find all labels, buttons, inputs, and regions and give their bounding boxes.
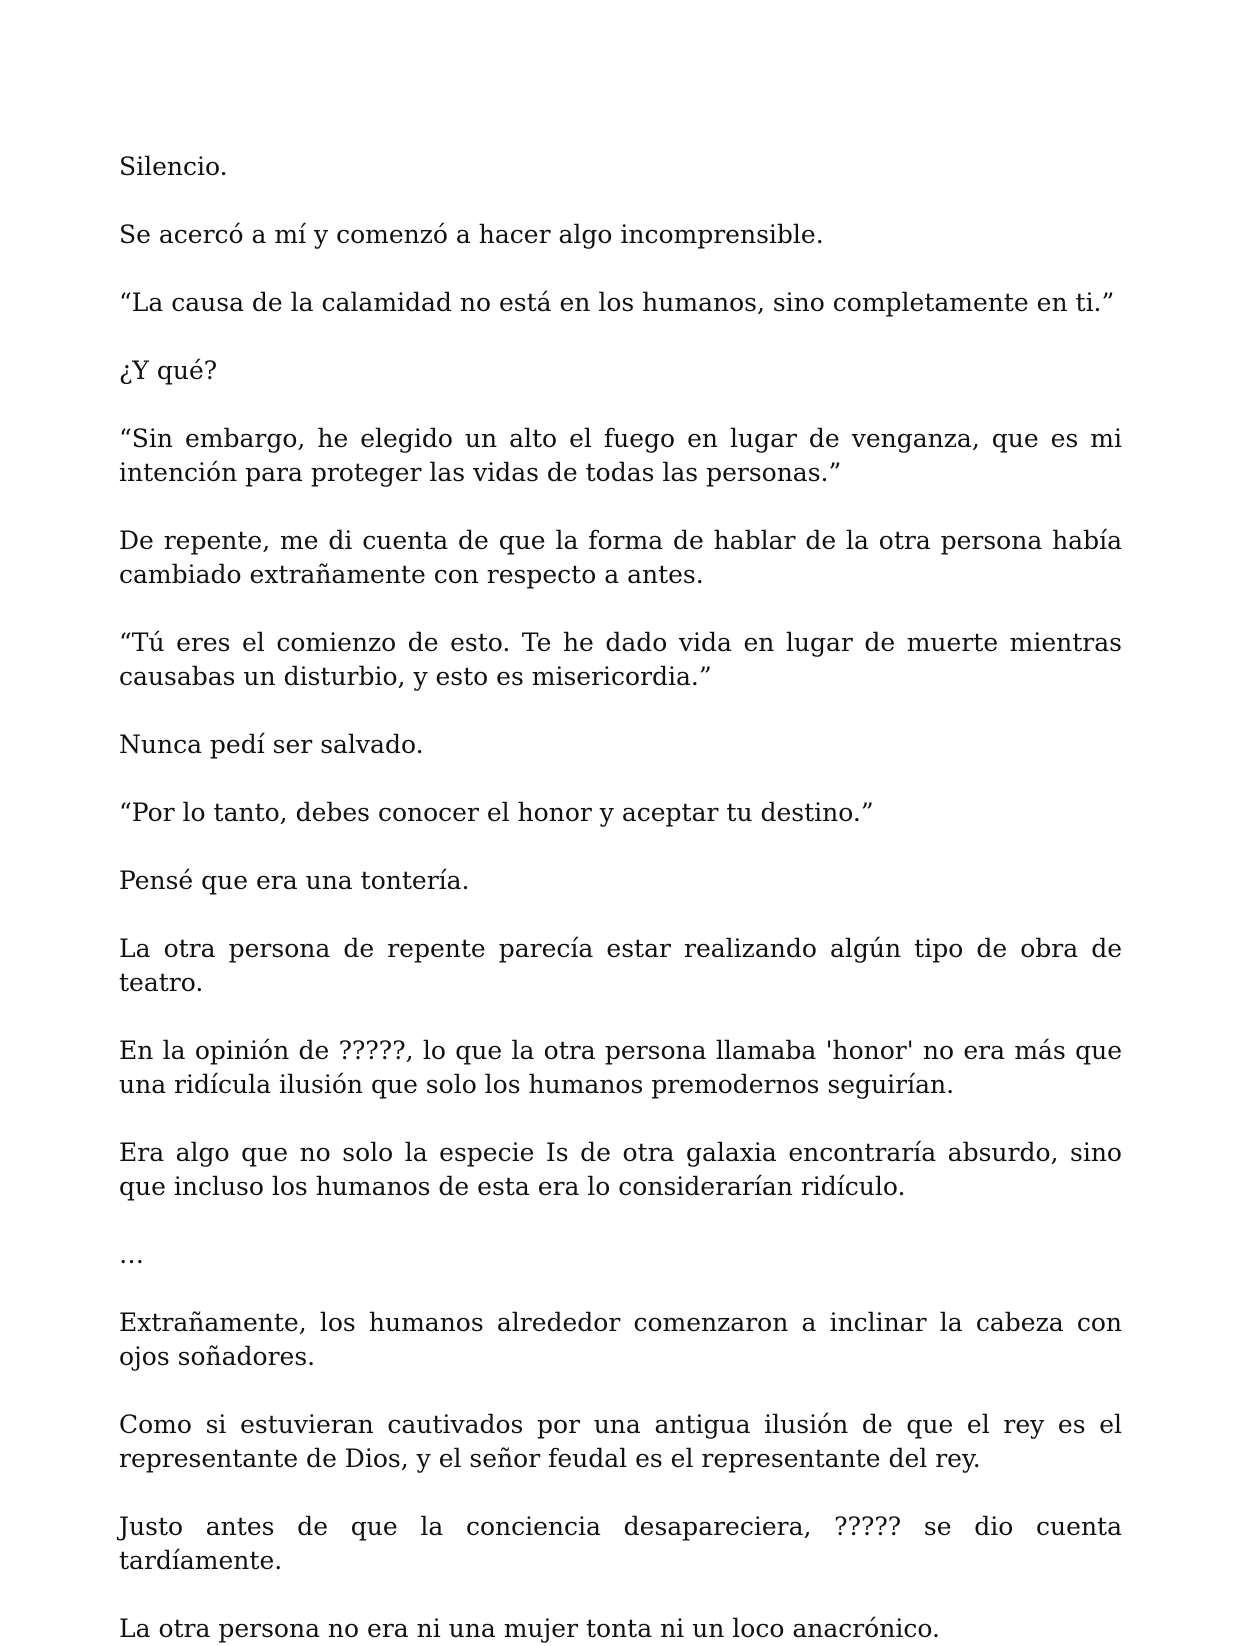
paragraph-8: Nunca pedí ser salvado. xyxy=(119,730,424,759)
paragraph-1: Silencio. xyxy=(119,152,228,181)
paragraph-12: En la opinión de ?????, lo que la otra persona llamaba 'honor' no era más que una ridícula ilusión que solo los humanos premodernos seguirían. xyxy=(119,1036,1122,1099)
paragraph-6: De repente, me di cuenta de que la forma de hablar de la otra persona había cambiado extrañamente con respecto a antes. xyxy=(119,526,1122,589)
paragraph-2: Se acercó a mí y comenzó a hacer algo incomprensible. xyxy=(119,220,824,249)
paragraph-5: “Sin embargo, he elegido un alto el fuego en lugar de venganza, que es mi intención para proteger las vidas de todas las personas.” xyxy=(119,424,1122,487)
paragraph-9: “Por lo tanto, debes conocer el honor y aceptar tu destino.” xyxy=(119,798,874,827)
paragraph-3: “La causa de la calamidad no está en los humanos, sino completamente en ti.” xyxy=(119,288,1115,317)
paragraph-7: “Tú eres el comienzo de esto. Te he dado vida en lugar de muerte mientras causabas un disturbio, y esto es misericordia.” xyxy=(119,628,1122,691)
paragraph-13: Era algo que no solo la especie Is de otra galaxia encontraría absurdo, sino que incluso los humanos de esta era lo considerarían ridículo. xyxy=(119,1138,1122,1201)
paragraph-4: ¿Y qué? xyxy=(119,356,218,385)
scene-break-ellipsis: … xyxy=(119,1240,144,1269)
paragraph-10: Pensé que era una tontería. xyxy=(119,866,470,895)
paragraph-18: La otra persona no era ni una mujer tonta ni un loco anacrónico. xyxy=(119,1614,940,1643)
document-page xyxy=(119,150,1122,1646)
paragraph-17: Justo antes de que la conciencia desapareciera, ????? se dio cuenta tardíamente. xyxy=(119,1512,1122,1575)
paragraph-16: Como si estuvieran cautivados por una antigua ilusión de que el rey es el representante de Dios, y el señor feudal es el representante del rey. xyxy=(119,1410,1122,1473)
paragraph-15: Extrañamente, los humanos alrededor comenzaron a inclinar la cabeza con ojos soñadores. xyxy=(119,1308,1122,1371)
paragraph-11: La otra persona de repente parecía estar realizando algún tipo de obra de teatro. xyxy=(119,934,1122,997)
